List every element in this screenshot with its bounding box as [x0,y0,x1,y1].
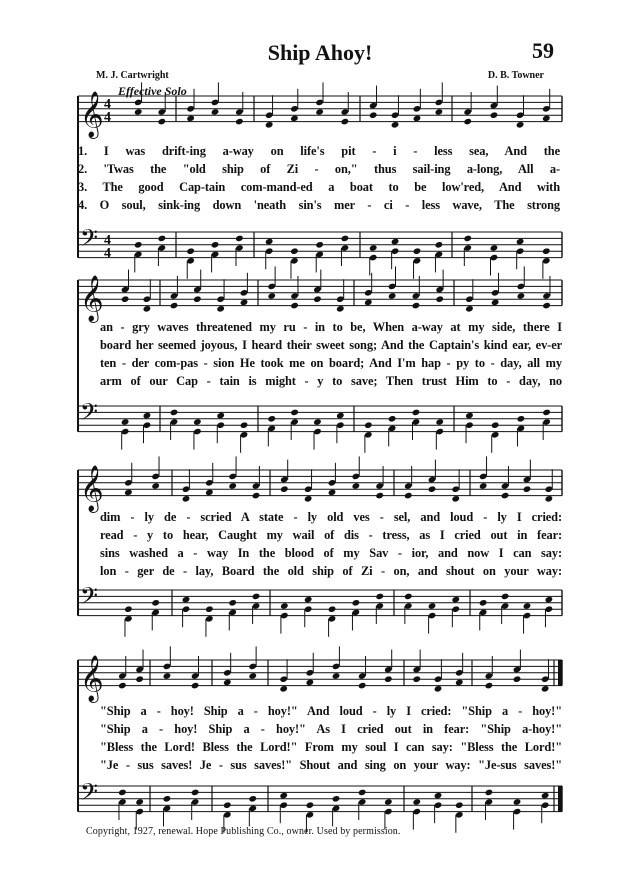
note-head [517,292,526,300]
note-head [465,412,474,420]
note-head [304,596,313,604]
note-head [341,235,350,243]
note-head [216,412,225,420]
note-head [163,795,172,803]
note-head [434,792,443,800]
note-head [336,412,345,420]
note-head [315,241,324,249]
note-head [404,492,413,500]
note-head [388,415,397,423]
note-head [332,672,341,680]
note-head [375,492,384,500]
treble-clef: 𝄞 [80,275,104,322]
note-head [252,492,261,500]
composer-credit: D. B. Towner [487,70,544,81]
note-head [369,244,378,252]
note-head [290,115,299,123]
note-head [542,302,551,310]
note-head [490,244,499,252]
note-head [328,489,337,497]
note-head [158,235,167,243]
note-head [491,421,500,429]
note-head [412,675,421,683]
note-head [545,596,554,604]
note-head [412,302,421,310]
note-head [384,798,393,806]
note-head [501,492,510,500]
note-head [523,485,532,493]
note-head [328,605,337,613]
note-head [182,495,191,503]
lyric-line-s3-v2: read - y to hear, Caught my wail of dis - tress, as I cried out in fear: [100,528,562,542]
time-signature-bottom: 4 [104,110,111,125]
hymn-title: Ship Ahoy! [267,40,373,65]
note-head [501,593,510,601]
page-number: 59 [532,38,554,63]
note-head [455,679,464,687]
note-head [280,602,289,610]
note-head [223,679,232,687]
note-head [541,685,550,693]
note-head [267,292,276,300]
note-head [516,238,525,246]
tempo-marking: Effective Solo [118,84,187,98]
note-head [369,111,378,119]
note-head [434,685,443,693]
note-head [306,801,315,809]
note-head [205,605,214,613]
note-head [124,489,133,497]
note-head [413,115,422,123]
note-head [545,495,554,503]
note-head [193,295,202,303]
note-head [513,798,522,806]
treble-clef: 𝄞 [80,465,104,512]
note-head [352,599,361,607]
note-head [513,675,522,683]
note-head [491,299,500,307]
lyric-line-s4-v4: "Je - sus saves! Je - sus saves!" Shout and sing on your way: "Je-sus saves!" [100,758,562,772]
note-head [404,593,413,601]
note-head [413,247,422,255]
note-head [121,295,130,303]
lyric-line-s3-v3: sins washed a - way In the blood of my Sav - ior, and now I can say: [100,546,562,560]
note-head [216,305,225,313]
note-head [170,302,179,310]
note-head [191,682,200,690]
note-head [186,115,195,123]
note-head [428,602,437,610]
final-bar-line [558,660,562,686]
note-head [542,409,551,417]
note-head [158,118,167,126]
note-head [412,409,421,417]
note-head [290,247,299,255]
note-head [304,495,313,503]
note-head [315,108,324,116]
bass-clef: 𝄢 [80,398,99,431]
note-head [223,801,232,809]
note-head [358,789,367,797]
note-head [542,115,551,123]
note-head [435,108,444,116]
lyricist-credit: M. J. Cartwright [96,70,169,81]
note-head [235,118,244,126]
note-head [135,798,144,806]
note-head [485,789,494,797]
note-head [435,295,444,303]
time-signature-top: 4 [104,97,111,112]
note-head [523,602,532,610]
note-head [267,415,276,423]
note-head [193,418,202,426]
lyric-line-s3-v1: dim - ly de - scried A state - ly old ves - sel, and loud - ly I cried: [100,510,562,524]
note-head [290,409,299,417]
note-head [235,235,244,243]
note-head [341,118,350,126]
lyric-line-s2-v3: ten - der com-pas - sion He took me on board; And I'm hap - py to - day, all my [100,356,562,370]
note-head [313,295,322,303]
note-head [211,241,220,249]
note-head [228,599,237,607]
note-head [455,801,464,809]
note-head [265,238,274,246]
note-head [191,789,200,797]
note-head [485,682,494,690]
lyric-line-s4-v2: "Ship a - hoy! Ship a - hoy!" As I cried out in fear: "Ship a-hoy!" [100,722,562,736]
lyric-line-s1-v1: 1. I was drift-ing a-way on life's pit - i - less sea, And the [78,144,560,158]
note-head [541,792,550,800]
note-head [465,305,474,313]
note-head [391,121,400,129]
note-head [170,409,179,417]
note-head [516,121,525,129]
note-head [358,682,367,690]
bass-clef: 𝄢 [80,582,99,615]
note-head [134,108,143,116]
note-head [391,238,400,246]
note-head [248,795,257,803]
note-head [451,495,460,503]
treble-clef: 𝄞 [80,91,104,138]
note-head [118,789,127,797]
bass-clef: 𝄢 [80,224,99,257]
note-head [280,485,289,493]
note-head [182,596,191,604]
note-head [265,121,274,129]
note-head [463,235,472,243]
note-head [479,599,488,607]
note-head [306,679,315,687]
final-bar-line [558,786,562,812]
note-head [388,292,397,300]
note-head [186,247,195,255]
lyric-line-s2-v1: an - gry waves threatened my ru - in to be, When a-way at my side, there I [100,320,562,334]
note-head [542,247,551,255]
note-head [412,798,421,806]
lyric-line-s3-v4: lon - ger de - lay, Board the old ship of Zi - on, and shout on your way: [100,564,562,578]
lyric-line-s1-v2: 2. 'Twas the "old ship of Zi - on," thus sail-ing a-long, All a- [78,162,560,176]
lyric-line-s1-v4: 4. O soul, sink-ing down 'neath sin's mer - ci - less wave, The strong [78,198,560,212]
note-head [517,415,526,423]
bass-clef: 𝄢 [80,778,99,811]
note-head [364,299,373,307]
note-head [248,672,257,680]
treble-clef: 𝄞 [80,655,104,702]
lyric-line-s1-v3: 3. The good Cap-tain com-mand-ed a boat to be low'red, And with [78,180,560,194]
note-head [313,418,322,426]
note-head [451,596,460,604]
note-head [134,241,143,249]
note-head [435,418,444,426]
note-head [240,421,249,429]
note-head [124,605,133,613]
note-head [252,593,261,601]
note-head [279,792,288,800]
note-head [384,675,393,683]
note-head [163,672,172,680]
note-head [228,482,237,490]
note-head [479,482,488,490]
note-head [352,482,361,490]
note-head [121,418,130,426]
note-head [332,795,341,803]
time-signature-top: 4 [104,233,111,248]
note-head [364,421,373,429]
note-head [143,412,152,420]
note-head [435,241,444,249]
note-head [118,682,127,690]
lyric-line-s2-v2: board her seemed joyous, I heard their sweet song; And the Captain's kind ear, ev-er [100,338,562,352]
note-head [151,482,160,490]
note-head [143,305,152,313]
note-head [135,675,144,683]
note-head [240,299,249,307]
copyright-notice: Copyright, 1927, renewal. Hope Publishing Co., owner. Used by permission. [86,826,401,837]
note-head [205,489,214,497]
note-head [290,302,299,310]
note-head [463,118,472,126]
lyric-line-s4-v1: "Ship a - hoy! Ship a - hoy!" And loud - ly I cried: "Ship a - hoy!" [100,704,562,718]
lyric-line-s4-v3: "Bless the Lord! Bless the Lord!" From my soul I can say: "Bless the Lord!" [100,740,562,754]
note-head [211,108,220,116]
time-signature-bottom: 4 [104,246,111,261]
note-head [151,599,160,607]
note-head [279,685,288,693]
lyric-line-s2-v4: arm of our Cap - tain is might - y to save; Then trust Him to - day, no [100,374,562,388]
note-head [428,485,437,493]
note-head [336,305,345,313]
note-head [490,111,499,119]
note-head [375,593,384,601]
